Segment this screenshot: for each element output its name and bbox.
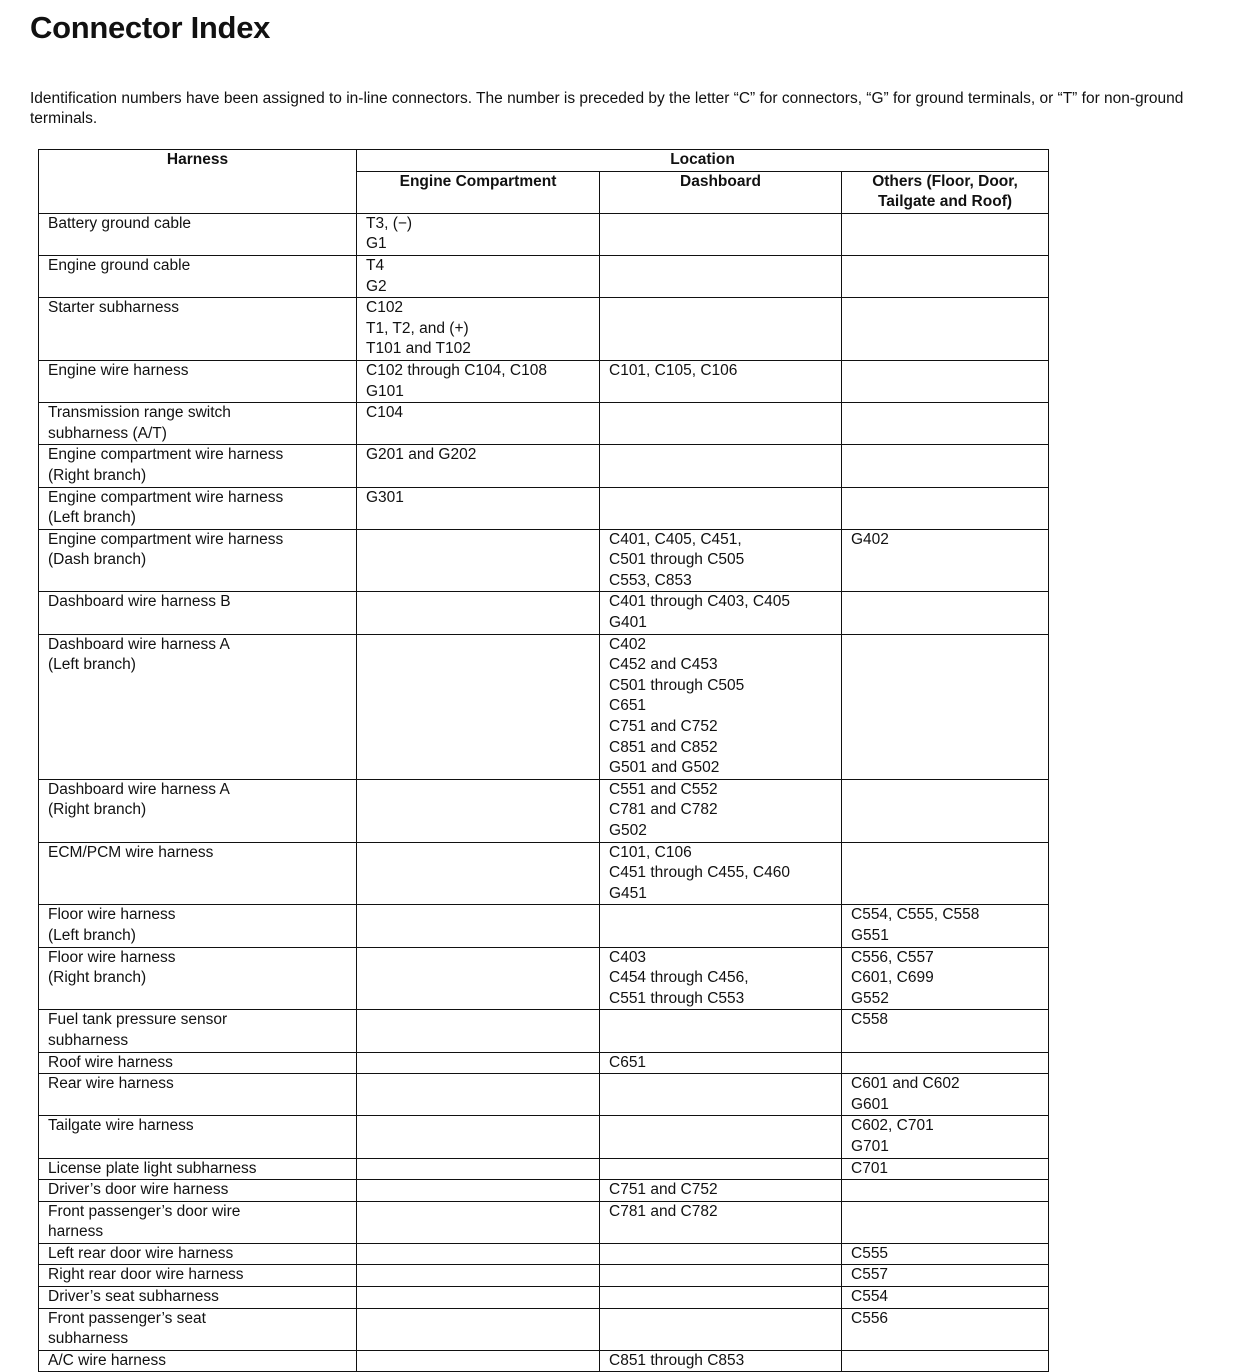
table-row [39, 905, 1049, 947]
cell-dashboard: C751 and C752 [600, 1180, 842, 1202]
table-row [39, 529, 1049, 592]
header-location: Location [357, 150, 1049, 172]
cell-engine [357, 1010, 600, 1052]
cell-others: G402 [842, 529, 1049, 592]
cell-dashboard [600, 403, 842, 445]
table-row [39, 1010, 1049, 1052]
cell-dashboard: C401 through C403, C405 G401 [600, 592, 842, 634]
cell-engine: C102 T1, T2, and (+) T101 and T102 [357, 298, 600, 361]
cell-dashboard [600, 487, 842, 529]
cell-harness: Battery ground cable [39, 213, 357, 255]
page-title: Connector Index [30, 10, 271, 45]
table-row [39, 445, 1049, 487]
cell-engine [357, 842, 600, 905]
cell-harness: Rear wire harness [39, 1074, 357, 1116]
cell-engine: T3, (−) G1 [357, 213, 600, 255]
cell-engine [357, 1116, 600, 1158]
cell-engine: G201 and G202 [357, 445, 600, 487]
cell-harness: Front passenger’s seat subharness [39, 1308, 357, 1350]
cell-others [842, 592, 1049, 634]
cell-others [842, 403, 1049, 445]
cell-others [842, 213, 1049, 255]
table-row [39, 1180, 1049, 1202]
cell-harness: Tailgate wire harness [39, 1116, 357, 1158]
cell-dashboard [600, 1116, 842, 1158]
cell-harness: Front passenger’s door wire harness [39, 1201, 357, 1243]
cell-harness: Roof wire harness [39, 1052, 357, 1074]
cell-engine [357, 947, 600, 1010]
cell-engine [357, 1074, 600, 1116]
table-row [39, 1201, 1049, 1243]
cell-dashboard: C403 C454 through C456, C551 through C553 [600, 947, 842, 1010]
cell-others: C557 [842, 1265, 1049, 1287]
cell-dashboard: C781 and C782 [600, 1201, 842, 1243]
cell-others [842, 255, 1049, 297]
header-row-top [39, 150, 1049, 172]
cell-others [842, 487, 1049, 529]
cell-dashboard: C402 C452 and C453 C501 through C505 C651 C751 and C752 C851 and C852 G501 and G502 [600, 634, 842, 779]
cell-dashboard [600, 213, 842, 255]
cell-others: C602, C701 G701 [842, 1116, 1049, 1158]
cell-engine [357, 634, 600, 779]
header-others: Others (Floor, Door, Tailgate and Roof) [842, 171, 1049, 213]
cell-harness: ECM/PCM wire harness [39, 842, 357, 905]
cell-others: C555 [842, 1243, 1049, 1265]
table-row [39, 213, 1049, 255]
cell-dashboard [600, 1158, 842, 1180]
cell-dashboard [600, 1265, 842, 1287]
cell-dashboard: C101, C106 C451 through C455, C460 G451 [600, 842, 842, 905]
intro-paragraph: Identification numbers have been assigned to in-line connectors. The number is preceded by the letter “C” for connectors, “G” for ground terminals, or “T” for non-ground terminals. [30, 90, 1184, 127]
table-row [39, 634, 1049, 779]
cell-harness: Engine compartment wire harness (Left branch) [39, 487, 357, 529]
table-row [39, 1243, 1049, 1265]
cell-harness: Engine wire harness [39, 360, 357, 402]
cell-others: C554, C555, C558 G551 [842, 905, 1049, 947]
cell-others [842, 360, 1049, 402]
cell-engine [357, 1180, 600, 1202]
cell-harness: Engine ground cable [39, 255, 357, 297]
cell-dashboard [600, 1287, 842, 1309]
cell-engine [357, 592, 600, 634]
cell-dashboard [600, 255, 842, 297]
header-harness: Harness [39, 150, 357, 214]
cell-others [842, 445, 1049, 487]
cell-harness: Left rear door wire harness [39, 1243, 357, 1265]
cell-others [842, 634, 1049, 779]
cell-dashboard [600, 905, 842, 947]
cell-engine [357, 779, 600, 842]
cell-dashboard [600, 1074, 842, 1116]
table-row [39, 947, 1049, 1010]
cell-others [842, 298, 1049, 361]
cell-dashboard: C851 through C853 [600, 1350, 842, 1372]
cell-others [842, 1350, 1049, 1372]
cell-engine: T4 G2 [357, 255, 600, 297]
cell-engine [357, 1265, 600, 1287]
cell-dashboard [600, 445, 842, 487]
cell-dashboard: C651 [600, 1052, 842, 1074]
cell-harness: Driver’s seat subharness [39, 1287, 357, 1309]
table-body [39, 213, 1049, 1372]
table-row [39, 1308, 1049, 1350]
cell-dashboard [600, 298, 842, 361]
cell-engine [357, 1243, 600, 1265]
cell-engine: C102 through C104, C108 G101 [357, 360, 600, 402]
connector-index-table [38, 149, 1049, 1372]
cell-engine [357, 905, 600, 947]
cell-harness: Dashboard wire harness A (Left branch) [39, 634, 357, 779]
cell-harness: Dashboard wire harness A (Right branch) [39, 779, 357, 842]
cell-harness: Engine compartment wire harness (Dash branch) [39, 529, 357, 592]
cell-engine: C104 [357, 403, 600, 445]
cell-others: C556 [842, 1308, 1049, 1350]
cell-dashboard [600, 1243, 842, 1265]
cell-harness: Starter subharness [39, 298, 357, 361]
cell-dashboard: C101, C105, C106 [600, 360, 842, 402]
cell-engine [357, 1052, 600, 1074]
cell-engine [357, 1308, 600, 1350]
cell-others: C556, C557 C601, C699 G552 [842, 947, 1049, 1010]
table-row [39, 1287, 1049, 1309]
table-row [39, 592, 1049, 634]
table-row [39, 487, 1049, 529]
table-row [39, 360, 1049, 402]
cell-harness: License plate light subharness [39, 1158, 357, 1180]
cell-harness: Transmission range switch subharness (A/T) [39, 403, 357, 445]
cell-harness: Dashboard wire harness B [39, 592, 357, 634]
table-row [39, 1116, 1049, 1158]
cell-others: C601 and C602 G601 [842, 1074, 1049, 1116]
table-row [39, 779, 1049, 842]
cell-harness: Floor wire harness (Right branch) [39, 947, 357, 1010]
cell-others [842, 1201, 1049, 1243]
table-row [39, 1052, 1049, 1074]
table-row [39, 298, 1049, 361]
table-row [39, 1158, 1049, 1180]
cell-engine [357, 1158, 600, 1180]
cell-dashboard [600, 1010, 842, 1052]
cell-harness: Driver’s door wire harness [39, 1180, 357, 1202]
cell-others: C701 [842, 1158, 1049, 1180]
header-engine-compartment: Engine Compartment [357, 171, 600, 213]
cell-harness: A/C wire harness [39, 1350, 357, 1372]
cell-engine [357, 1350, 600, 1372]
cell-others [842, 1180, 1049, 1202]
table-row [39, 1074, 1049, 1116]
cell-harness: Right rear door wire harness [39, 1265, 357, 1287]
cell-dashboard: C551 and C552 C781 and C782 G502 [600, 779, 842, 842]
table-row [39, 842, 1049, 905]
cell-engine [357, 529, 600, 592]
cell-others [842, 779, 1049, 842]
cell-others [842, 1052, 1049, 1074]
table-row [39, 255, 1049, 297]
cell-dashboard [600, 1308, 842, 1350]
cell-engine [357, 1287, 600, 1309]
cell-harness: Fuel tank pressure sensor subharness [39, 1010, 357, 1052]
cell-others: C554 [842, 1287, 1049, 1309]
cell-others: C558 [842, 1010, 1049, 1052]
cell-others [842, 842, 1049, 905]
header-dashboard: Dashboard [600, 171, 842, 213]
cell-harness: Engine compartment wire harness (Right branch) [39, 445, 357, 487]
table-row [39, 1265, 1049, 1287]
cell-harness: Floor wire harness (Left branch) [39, 905, 357, 947]
table-row [39, 1350, 1049, 1372]
cell-engine: G301 [357, 487, 600, 529]
table-row [39, 403, 1049, 445]
cell-dashboard: C401, C405, C451, C501 through C505 C553, C853 [600, 529, 842, 592]
cell-engine [357, 1201, 600, 1243]
